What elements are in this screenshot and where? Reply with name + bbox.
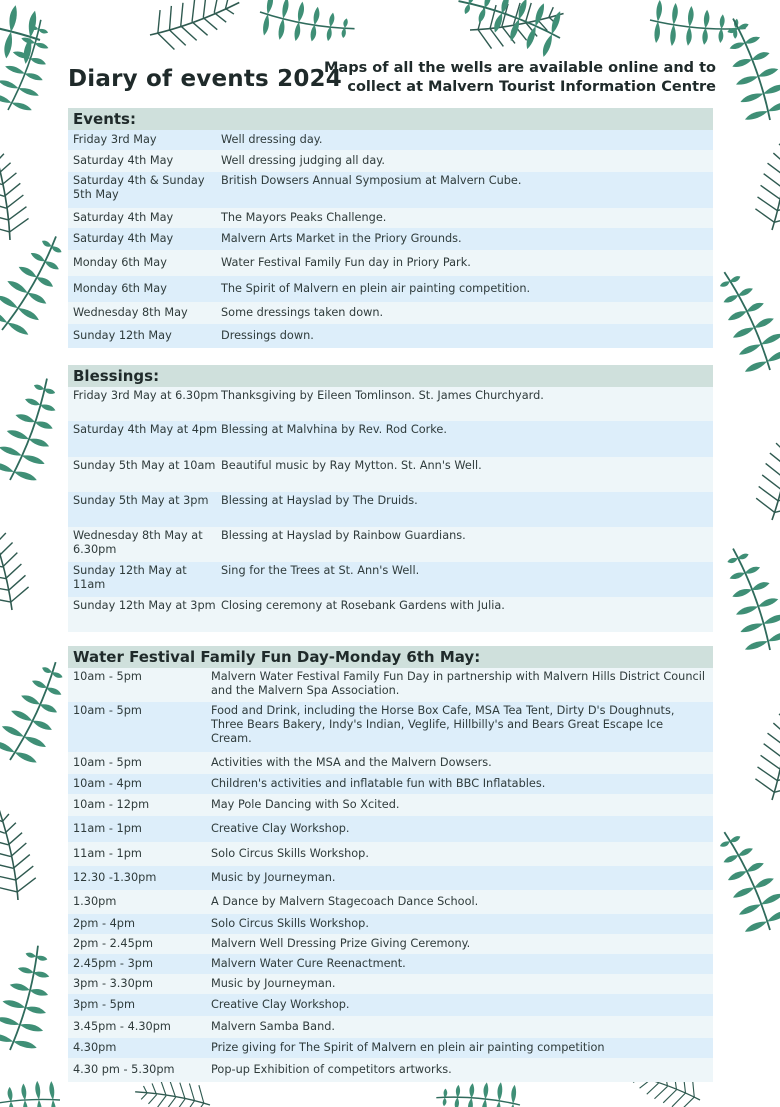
event-description: Some dressings taken down. [221, 306, 384, 319]
blessing-description: Sing for the Trees at St. Ann's Well. [221, 564, 420, 577]
table-row [68, 250, 713, 276]
blessing-date: Sunday 12th May at 11am [73, 564, 187, 591]
event-description: The Mayors Peaks Challenge. [221, 211, 387, 224]
table-row [68, 457, 713, 492]
blessings-section [68, 365, 713, 632]
events-heading: Events: [68, 108, 713, 130]
table-row [68, 276, 713, 302]
event-date: Wednesday 8th May [73, 306, 188, 319]
blessing-date: Friday 3rd May at 6.30pm [73, 389, 219, 402]
event-description: The Spirit of Malvern en plein air painting competition. [221, 282, 531, 295]
maps-note-line-1: Maps of all the wells are available online and to [323, 60, 716, 76]
funday-time: 11am - 1pm [73, 847, 142, 860]
funday-time: 2.45pm - 3pm [73, 957, 153, 970]
blessing-description: Closing ceremony at Rosebank Gardens with Julia. [221, 599, 505, 612]
table-row [68, 702, 713, 752]
event-date: Saturday 4th May [73, 211, 174, 224]
blessing-date: Sunday 5th May at 3pm [73, 494, 209, 507]
event-date: Friday 3rd May [73, 133, 157, 146]
event-description: Malvern Arts Market in the Priory Grounds. [221, 232, 462, 245]
funday-activity: Malvern Water Cure Reenactment. [211, 957, 406, 970]
funday-time: 10am - 12pm [73, 798, 150, 811]
funday-time: 3.45pm - 4.30pm [73, 1020, 171, 1033]
blessing-date: Wednesday 8th May at 6.30pm [73, 529, 203, 556]
funday-time: 2pm - 2.45pm [73, 937, 153, 950]
funday-activity: Music by Journeyman. [211, 977, 336, 990]
maps-note-line-2: collect at Malvern Tourist Information Centre [347, 79, 716, 95]
table-row [68, 954, 713, 974]
event-date: Saturday 4th & Sunday 5th May [73, 174, 205, 201]
funday-time: 10am - 4pm [73, 777, 142, 790]
event-date: Saturday 4th May [73, 154, 174, 167]
funday-activity: Activities with the MSA and the Malvern Dowsers. [211, 756, 492, 769]
table-row [68, 1016, 713, 1038]
table-row [68, 324, 713, 348]
event-date: Sunday 12th May [73, 329, 172, 342]
blessing-description: Blessing at Hayslad by The Druids. [221, 494, 418, 507]
blessing-description: Blessing at Hayslad by Rainbow Guardians. [221, 529, 466, 542]
funday-time: 3pm - 5pm [73, 998, 135, 1011]
event-date: Monday 6th May [73, 256, 167, 269]
table-row [68, 527, 713, 562]
funday-activity: Children's activities and inflatable fun with BBC Inflatables. [211, 777, 546, 790]
table-row [68, 228, 713, 250]
funday-time: 4.30pm [73, 1041, 117, 1054]
funday-activity: Pop-up Exhibition of competitors artworks. [211, 1063, 452, 1076]
table-row [68, 208, 713, 228]
table-row [68, 866, 713, 890]
event-description: Water Festival Family Fun day in Priory Park. [221, 256, 471, 269]
funday-time: 10am - 5pm [73, 704, 142, 717]
table-row [68, 562, 713, 597]
table-row [68, 172, 713, 208]
table-row [68, 974, 713, 994]
table-row [68, 934, 713, 954]
funday-time: 12.30 -1.30pm [73, 871, 157, 884]
event-description: Dressings down. [221, 329, 314, 342]
table-row [68, 816, 713, 842]
funday-time: 1.30pm [73, 895, 117, 908]
table-row [68, 387, 713, 421]
blessing-description: Thanksgiving by Eileen Tomlinson. St. James Churchyard. [221, 389, 544, 402]
funday-activity: Creative Clay Workshop. [211, 998, 350, 1011]
funday-time: 2pm - 4pm [73, 917, 135, 930]
table-row [68, 302, 713, 324]
funday-activity: Solo Circus Skills Workshop. [211, 847, 369, 860]
funday-activity: Prize giving for The Spirit of Malvern en plein air painting competition [211, 1041, 605, 1054]
funday-activity: Music by Journeyman. [211, 871, 336, 884]
event-description: British Dowsers Annual Symposium at Malvern Cube. [221, 174, 522, 187]
table-row [68, 668, 713, 702]
blessing-description: Beautiful music by Ray Mytton. St. Ann's Well. [221, 459, 482, 472]
event-description: Well dressing day. [221, 133, 323, 146]
funday-time: 4.30 pm - 5.30pm [73, 1063, 175, 1076]
table-row [68, 914, 713, 934]
blessings-heading: Blessings: [68, 365, 713, 387]
funday-activity: Food and Drink, including the Horse Box Cafe, MSA Tea Tent, Dirty D's Doughnuts, Three Bears Bakery, Indy's Indian, Veglife, Hillbilly's and Bears Great Escape Ice Cream. [211, 704, 675, 745]
table-row [68, 794, 713, 816]
events-section [68, 108, 713, 348]
table-row [68, 842, 713, 866]
funday-activity: A Dance by Malvern Stagecoach Dance School. [211, 895, 479, 908]
event-description: Well dressing judging all day. [221, 154, 385, 167]
funday-section [68, 646, 713, 1082]
maps-note [296, 59, 716, 97]
funday-activity: May Pole Dancing with So Xcited. [211, 798, 400, 811]
table-row [68, 1058, 713, 1082]
table-row [68, 150, 713, 172]
blessing-date: Sunday 5th May at 10am [73, 459, 216, 472]
table-row [68, 890, 713, 914]
table-row [68, 774, 713, 794]
funday-time: 3pm - 3.30pm [73, 977, 153, 990]
table-row [68, 492, 713, 527]
blessing-date: Saturday 4th May at 4pm [73, 423, 218, 436]
table-row [68, 130, 713, 150]
funday-activity: Malvern Samba Band. [211, 1020, 336, 1033]
funday-activity: Solo Circus Skills Workshop. [211, 917, 369, 930]
table-row [68, 1038, 713, 1058]
funday-activity: Creative Clay Workshop. [211, 822, 350, 835]
blessing-description: Blessing at Malvhina by Rev. Rod Corke. [221, 423, 447, 436]
page-title: Diary of events 2024 [68, 66, 342, 92]
funday-time: 10am - 5pm [73, 670, 142, 683]
table-row [68, 421, 713, 457]
funday-activity: Malvern Well Dressing Prize Giving Ceremony. [211, 937, 471, 950]
table-row [68, 597, 713, 632]
funday-time: 11am - 1pm [73, 822, 142, 835]
funday-activity: Malvern Water Festival Family Fun Day in partnership with Malvern Hills District Council and the Malvern Spa Association. [211, 670, 705, 697]
blessing-date: Sunday 12th May at 3pm [73, 599, 216, 612]
funday-heading: Water Festival Family Fun Day-Monday 6th May: [68, 646, 713, 668]
table-row [68, 752, 713, 774]
event-date: Monday 6th May [73, 282, 167, 295]
table-row [68, 994, 713, 1016]
event-date: Saturday 4th May [73, 232, 174, 245]
funday-time: 10am - 5pm [73, 756, 142, 769]
